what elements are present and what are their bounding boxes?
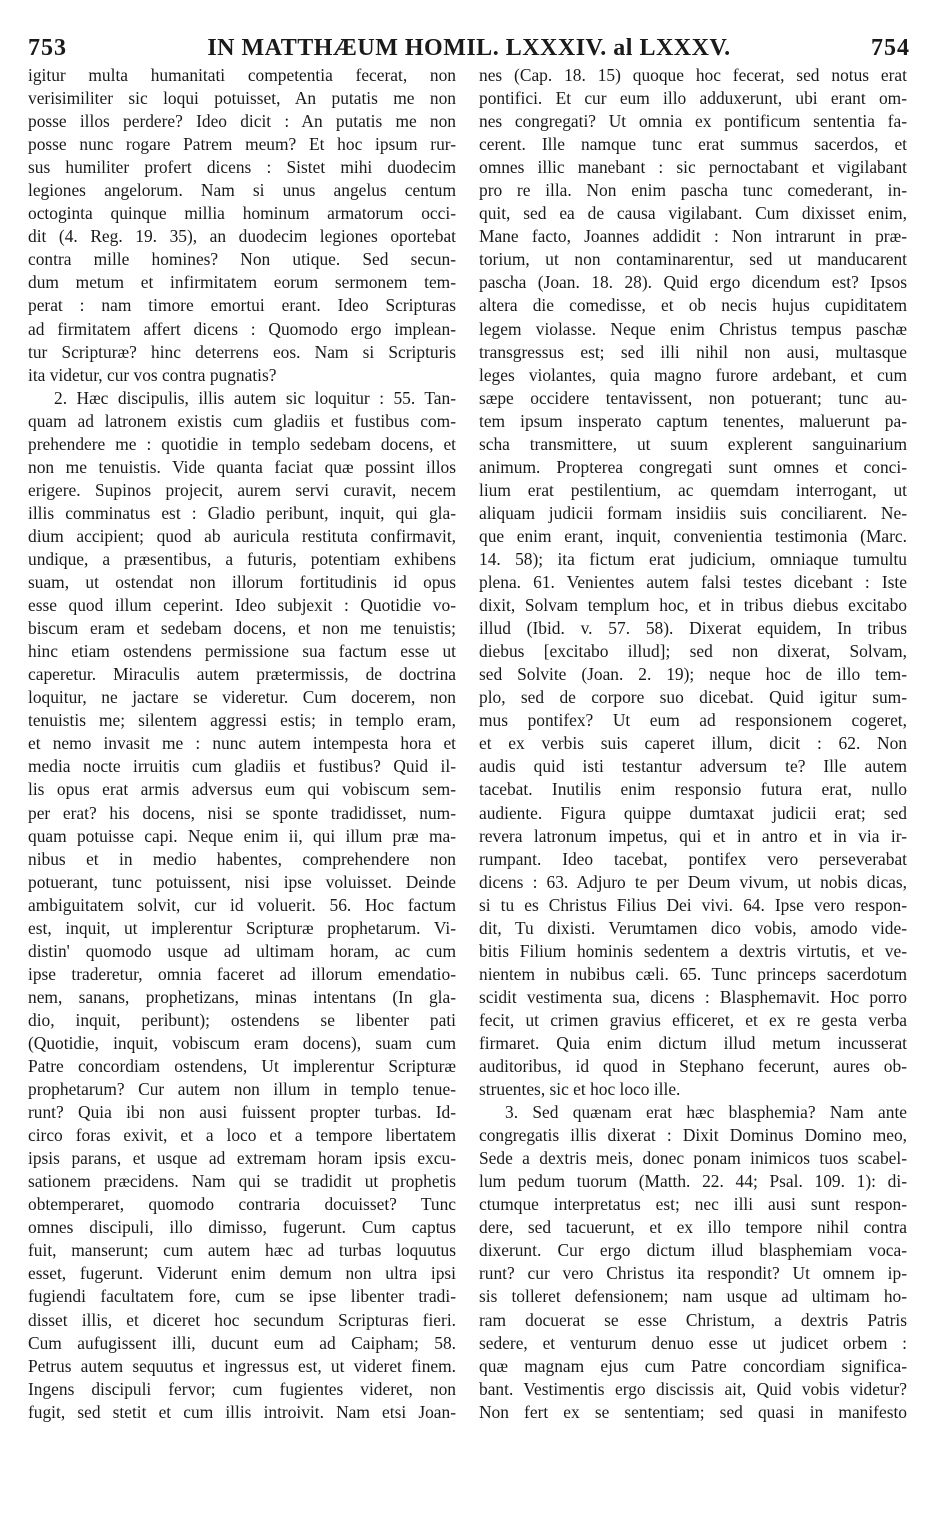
text-line: dum metum et infirmitatem eorum sermonem tem- (28, 272, 456, 293)
text-line: dit (4. Reg. 19. 35), an duodecim legiones oportebat (28, 226, 456, 247)
text-line: suam, ut ostendat non illorum fortitudinis id opus (28, 572, 456, 593)
text-line: si tu es Christus Filius Dei vivi. 64. Ipse vero respon- (479, 894, 907, 915)
text-line: quit, sed ea de causa vigilabant. Cum dixisset enim, (479, 203, 907, 224)
text-line: fecit, ut crimen gravius efficeret, et ex re gesta verba (479, 1009, 907, 1030)
text-line: legiones angelorum. Nam si unus angelus centum (28, 180, 456, 201)
text-line: tacebat. Inutilis enim responsio futura erat, nullo (479, 779, 907, 800)
text-line: posse illos perdere? Ideo dicit : An putatis me non (28, 111, 456, 132)
text-line: nem, sanans, prophetizans, minas intentans (In gla- (28, 986, 456, 1007)
text-line: et nemo invasit me : nunc autem intempesta hora et (28, 733, 456, 754)
text-line: dixerunt. Cur ergo dictum illud blasphemiam voca- (479, 1240, 907, 1261)
text-line: audiente. Figura quippe dumtaxat judicii erat; sed (479, 802, 907, 823)
text-line: plo, sed de corpore suo dicebat. Quid igitur sum- (479, 687, 907, 708)
text-line: nibus et in medio habentes, comprehendere non (28, 848, 456, 869)
text-line: bant. Vestimentis ergo discissis ait, Quid vobis videtur? (479, 1378, 907, 1399)
text-line: que enim erant, inquit, convenientia testimonia (Marc. (479, 525, 907, 546)
text-line: Non fert ex se sententiam; sed quasi in manifesto (479, 1401, 907, 1422)
text-line: circo foras exivit, et a loco et a tempore libertatem (28, 1125, 456, 1146)
text-line: revera latronum impetus, qui et in antro et in via ir- (479, 825, 907, 846)
text-line: fugiendi facultatem fore, cum se ipse libenter tradi- (28, 1286, 456, 1307)
text-line: tur Scripturæ? hinc deterrens eos. Nam si Scripturis (28, 341, 456, 362)
text-line: ipsis parans, et usque ad extremam horam ipsis excu- (28, 1148, 456, 1169)
text-line: leges violantes, quia magno furore ardebant, et cum (479, 364, 907, 385)
text-line: est, inquit, ut implerentur Scripturæ prophetarum. Vi- (28, 917, 456, 938)
text-line: caperetur. Miraculis autem prætermissis, de doctrina (28, 664, 456, 685)
text-line: scidit vestimenta sua, dicens : Blasphemavit. Hoc porro (479, 986, 907, 1007)
text-line: (Quotidie, inquit, vobiscum eram docens), suam cum (28, 1032, 456, 1053)
left-page-number: 753 (28, 35, 67, 61)
left-text-column (28, 64, 456, 1528)
text-line: dit, Tu dixisti. Verumtamen dico vobis, amodo vide- (479, 917, 907, 938)
text-line: nes (Cap. 18. 15) quoque hoc fecerat, sed notus erat (479, 65, 907, 85)
text-line: transgressus est; sed illi nihil non ausi, multasque (479, 341, 907, 362)
text-line: esse quod illum ceperint. Ideo subjexit : Quotidie vo- (28, 595, 456, 616)
text-line: Sede a dextris meis, donec ponam inimicos tuos scabel- (479, 1148, 907, 1169)
text-line: pontifici. Et cur eum illo adduxerunt, ubi erant om- (479, 88, 907, 109)
text-line: dium accipient; quod ab auricula restituta confirmavit, (28, 525, 456, 546)
text-line: illis comminatus est : Gladio peribunt, inquit, qui gla- (28, 502, 456, 523)
text-line: prehendere me : quotidie in templo sedebam docens, et (28, 433, 456, 454)
right-text-column (479, 64, 907, 1528)
running-header (28, 22, 910, 62)
text-line: perat : nam timore emortui erant. Ideo Scripturas (28, 295, 456, 316)
text-line: omnes illic manebant : sic pernoctabant et vigilabant (479, 157, 907, 178)
text-line: disset illis, et diceret hoc secundum Scripturas fieri. (28, 1309, 456, 1330)
text-line: tenuistis me; silentem aggressi estis; in templo eram, (28, 710, 456, 731)
text-line: igitur multa humanitati competentia fecerat, non (28, 65, 456, 85)
text-line: hinc etiam ostendens permissione sua factum esse ut (28, 641, 456, 662)
text-line: struentes, sic et hoc loco ille. (479, 1079, 681, 1100)
text-line: nes congregati? Ut omnia ex pontificum sententia fa- (479, 111, 907, 132)
text-line: sæpe occidere tentavissent, non potuerant; tunc au- (479, 387, 907, 408)
text-line: bitis Filium hominis sedentem a dextris virtutis, et ve- (479, 940, 907, 961)
text-line: illud (Ibid. v. 57. 58). Dixerat equidem, In tribus (479, 618, 907, 639)
text-line: contra mille homines? Non utique. Sed secun- (28, 249, 456, 270)
text-line: diebus [excitabo illud]; sed non dixerat, Solvam, (479, 641, 907, 662)
text-line: congregatis illis dixerat : Dixit Dominus Domino meo, (479, 1125, 907, 1146)
text-line: sedere, et venturum denuo esse ut judicet orbem : (479, 1332, 907, 1353)
text-line: ctumque interpretatus est; nec illi ausi sunt respon- (479, 1194, 907, 1215)
text-line: sus humiliter profert dicens : Sistet mihi duodecim (28, 157, 456, 178)
text-line: quæ magnam ejus cum Patre concordiam significa- (479, 1355, 907, 1376)
text-line: biscum eram et sedebam docens, et non me tenuistis; (28, 618, 456, 639)
text-line: dere, sed tacuerunt, et ex illo tempore nihil contra (479, 1217, 907, 1238)
text-line: quam potuisse capi. Neque enim ii, qui illum præ ma- (28, 825, 456, 846)
text-line: omnes discipuli, illo dimisso, fugerunt. Cum captus (28, 1217, 456, 1238)
text-line: lis opus erat armis adversus eum qui vobiscum sem- (28, 779, 456, 800)
text-line: posse nunc rogare Patrem meum? Et hoc ipsum rur- (28, 134, 456, 155)
text-line: ipse traderetur, omnia faceret ad illorum emendatio- (28, 963, 456, 984)
text-line: pro re illa. Non enim pascha tunc comederant, in- (479, 180, 907, 201)
right-page-number: 754 (871, 35, 910, 61)
text-line: 2. Hæc discipulis, illis autem sic loquitur : 55. Tan- (54, 387, 456, 408)
text-line: verisimiliter sic loqui potuisset, An putatis me non (28, 88, 456, 109)
text-line: sis tolleret defensionem; nam usque ad ultimam ho- (479, 1286, 907, 1307)
text-line: audis quid isti testantur adversum te? Ille autem (479, 756, 907, 777)
text-line: lum pedum tuorum (Matth. 22. 44; Psal. 109. 1): di- (479, 1171, 907, 1192)
text-line: firmaret. Quia enim dictum illud metum incusserat (479, 1032, 907, 1053)
text-line: lium erat pestilentium, ac quemdam interrogant, ut (479, 479, 907, 500)
text-line: Patre concordiam ostendens, Ut implerentur Scripturæ (28, 1056, 456, 1077)
text-line: obtemperaret, quomodo contraria docuisset? Tunc (28, 1194, 456, 1215)
text-line: rumpant. Ideo tacebat, pontifex vero perseverabat (479, 848, 907, 869)
text-line: prophetarum? Cur autem non illum in templo tenue- (28, 1079, 456, 1100)
text-line: sationem præcidens. Nam qui se tradidit ut prophetis (28, 1171, 456, 1192)
text-line: runt? Quia ibi non ausi fuissent propter turbas. Id- (28, 1102, 456, 1123)
text-line: quam ad latronem existis cum gladiis et fustibus com- (28, 410, 456, 431)
text-line: Ingens discipuli fervor; cum fugientes videret, non (28, 1378, 456, 1399)
text-line: fuit, manserunt; cum autem hæc ad turbas loquutus (28, 1240, 456, 1261)
text-line: nientem in nubibus cæli. 65. Tunc princeps sacerdotum (479, 963, 907, 984)
text-line: auditoribus, id quod in Stephano fecerunt, aures ob- (479, 1056, 907, 1077)
text-line: octoginta quinque millia hominum armatorum occi- (28, 203, 456, 224)
text-line: altera die comedisse, et ob necis hujus cupiditatem (479, 295, 907, 316)
text-line: dio, inquit, peribunt); ostendens se libenter pati (28, 1009, 456, 1030)
text-line: animum. Propterea congregati sunt omnes et conci- (479, 456, 907, 477)
text-line: dixit, Solvam templum hoc, et in tribus diebus excitabo (479, 595, 907, 616)
text-line: torium, ut non contaminarentur, sed ut manducarent (479, 249, 907, 270)
text-line: aliquam judicii formam insidiis suis conciliarent. Ne- (479, 502, 907, 523)
text-line: distin' quomodo usque ad ultimam horam, ac cum (28, 940, 456, 961)
text-line: Petrus autem sequutus et ingressus est, ut videret finem. (28, 1355, 456, 1376)
text-line: mus pontifex? Ut eum ad responsionem cogeret, (479, 710, 907, 731)
text-line: Mane facto, Joannes addidit : Non intrarunt in præ- (479, 226, 907, 247)
text-line: ita videtur, cur vos contra pugnatis? (28, 364, 277, 385)
text-line: non me tenuistis. Vide quanta faciat quæ possint illos (28, 456, 456, 477)
text-line: erigere. Supinos projecit, aurem servi curavit, necem (28, 479, 456, 500)
text-line: pascha (Joan. 18. 28). Quid ergo dicendum est? Ipsos (479, 272, 907, 293)
text-line: 14. 58); ita fictum erat judicium, omniaque tumultu (479, 548, 907, 569)
text-line: cerent. Ille namque tunc erat summus sacerdos, et (479, 134, 907, 155)
text-line: runt? cur vero Christus ita respondit? Ut omnem ip- (479, 1263, 907, 1284)
text-line: et ex verbis suis caperet illum, dicit : 62. Non (479, 733, 907, 754)
text-line: legem violasse. Neque enim Christus tempus paschæ (479, 318, 907, 339)
text-line: dicens : 63. Adjuro te per Deum vivum, ut nobis dicas, (479, 871, 907, 892)
text-line: 3. Sed quænam erat hæc blasphemia? Nam ante (505, 1102, 907, 1123)
text-line: sed Solvite (Joan. 2. 19); neque hoc de illo tem- (479, 664, 907, 685)
text-line: ambiguitatem solvit, cur id voluerit. 56. Hoc factum (28, 894, 456, 915)
text-line: fugit, sed stetit et cum illis introivit. Nam etsi Joan- (28, 1401, 456, 1422)
text-line: ad firmitatem affert dicens : Quomodo ergo implean- (28, 318, 456, 339)
text-line: per erat? his docens, nisi se sponte tradidisset, num- (28, 802, 456, 823)
text-line: plena. 61. Venientes autem falsi testes dicebant : Iste (479, 572, 907, 593)
running-title: IN MATTHÆUM HOMIL. LXXXIV. al LXXXV. (207, 35, 731, 61)
text-line: media nocte irruitis cum gladiis et fustibus? Quid il- (28, 756, 456, 777)
text-line: potuerant, tunc potuissent, nisi ipse voluisset. Deinde (28, 871, 456, 892)
text-line: ram docuerat se esse Christum, a dextris Patris (479, 1309, 907, 1330)
text-line: tem ipsum insperato captum tenentes, maluerunt pa- (479, 410, 907, 431)
text-line: loquitur, ne jactare se videretur. Cum docerem, non (28, 687, 456, 708)
text-line: Cum aufugissent illi, ducunt eum ad Caipham; 58. (28, 1332, 456, 1353)
text-line: esset, fugerunt. Viderunt enim demum non ultra ipsi (28, 1263, 456, 1284)
text-line: scha transmittere, ut suum explerent sanguinarium (479, 433, 907, 454)
text-line: undique, a præsentibus, a futuris, potentiam exhibens (28, 548, 456, 569)
